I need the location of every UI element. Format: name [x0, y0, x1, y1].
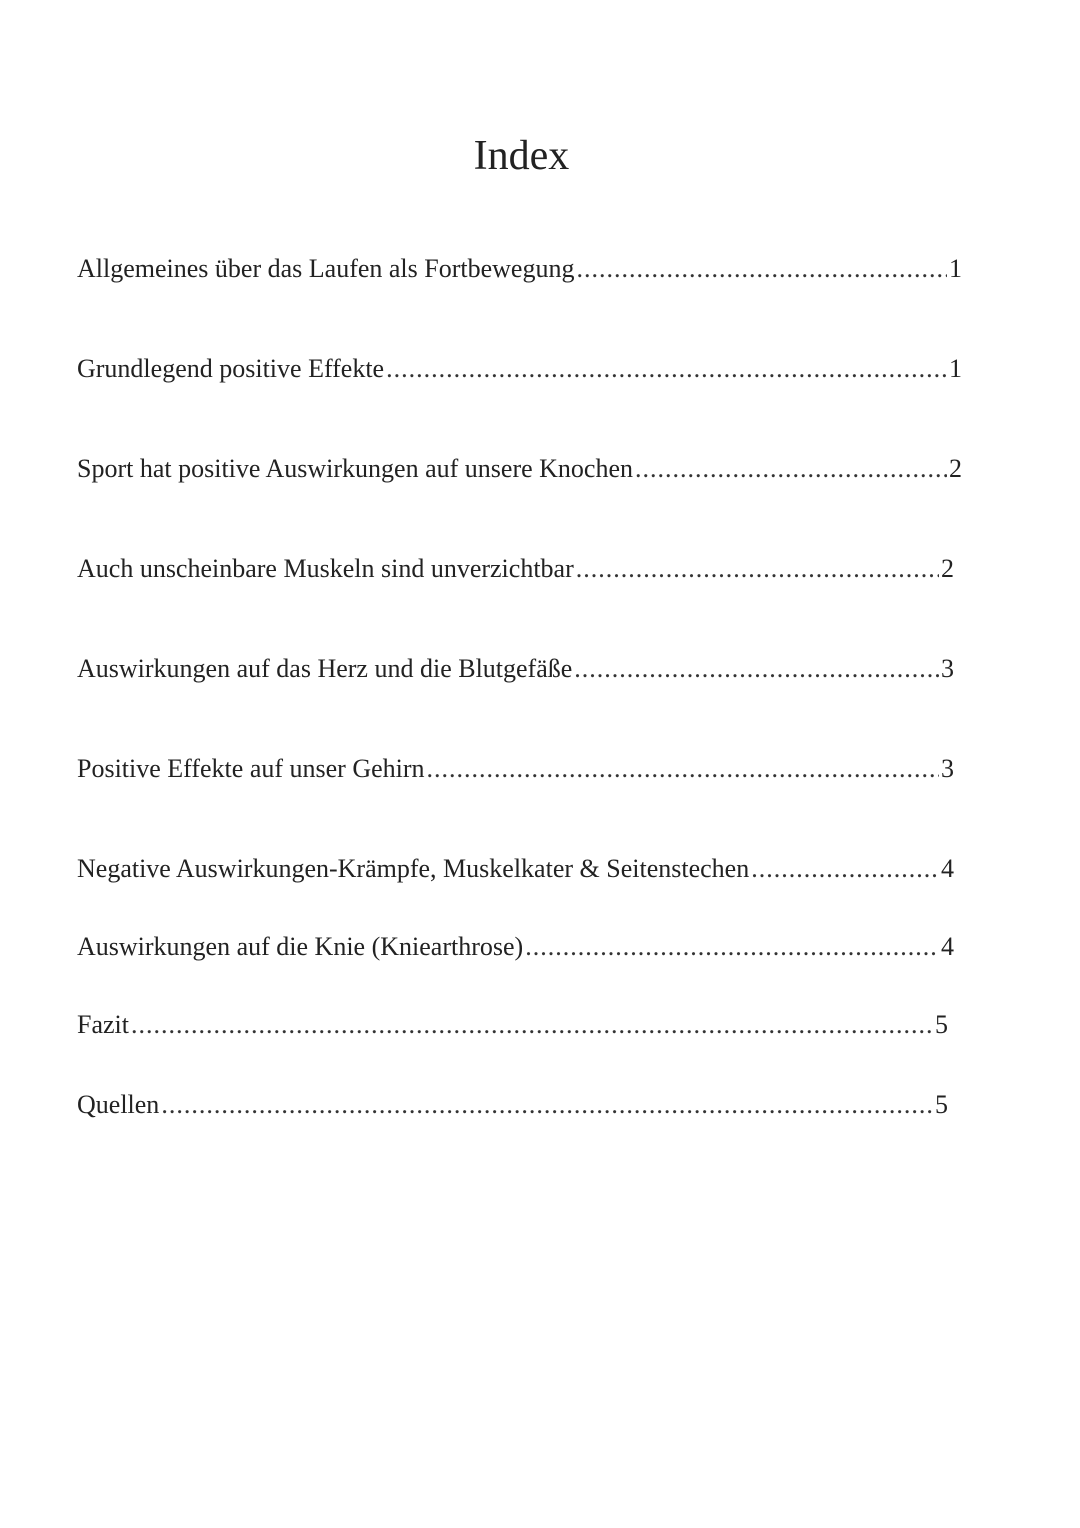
- toc-entry: [77, 930, 954, 964]
- dot-leader: [751, 852, 939, 886]
- toc-entry-label: Auswirkungen auf die Knie (Kniearthrose): [77, 932, 524, 961]
- dot-leader: [635, 452, 947, 486]
- toc-entry-page: 2: [941, 554, 954, 583]
- dot-leader: [576, 252, 947, 286]
- toc-entry: [77, 1088, 948, 1122]
- dot-leader: [131, 1008, 933, 1042]
- toc-entry-page: 5: [935, 1010, 948, 1039]
- toc-entry: [77, 352, 962, 386]
- toc-entry: [77, 452, 962, 486]
- toc-entry-label: Auswirkungen auf das Herz und die Blutgefäße: [77, 654, 573, 683]
- toc-entry: [77, 752, 954, 786]
- toc-entry-label: Sport hat positive Auswirkungen auf unsere Knochen: [77, 454, 634, 483]
- toc-entry-page: 3: [941, 654, 954, 683]
- toc-entry-page: 3: [941, 754, 954, 783]
- toc-entry-label: Negative Auswirkungen-Krämpfe, Muskelkater & Seitenstechen: [77, 854, 750, 883]
- toc-entry-label: Grundlegend positive Effekte: [77, 354, 385, 383]
- toc-entry-page: 4: [941, 932, 954, 961]
- dot-leader: [161, 1088, 933, 1122]
- page-title: Index: [473, 133, 570, 179]
- table-of-contents: [77, 0, 962, 1528]
- toc-entry-page: 4: [941, 854, 954, 883]
- toc-entry: [77, 1008, 948, 1042]
- toc-entry-page: 2: [949, 454, 962, 483]
- toc-entry: [77, 252, 962, 286]
- toc-entry: [77, 552, 954, 586]
- toc-entry: [77, 652, 954, 686]
- toc-entry-label: Auch unscheinbare Muskeln sind unverzichtbar: [77, 554, 574, 583]
- toc-entry-label: Allgemeines über das Laufen als Fortbewegung: [77, 254, 575, 283]
- toc-entry-page: 1: [949, 254, 962, 283]
- toc-entry-page: 5: [935, 1090, 948, 1119]
- dot-leader: [576, 552, 939, 586]
- dot-leader: [525, 930, 939, 964]
- toc-entry-label: Positive Effekte auf unser Gehirn: [77, 754, 425, 783]
- toc-entry: [77, 852, 954, 886]
- toc-entry-page: 1: [949, 354, 962, 383]
- toc-entry-label: Fazit: [77, 1010, 129, 1039]
- toc-entry-label: Quellen: [77, 1090, 160, 1119]
- dot-leader: [574, 652, 939, 686]
- dot-leader: [427, 752, 939, 786]
- dot-leader: [386, 352, 947, 386]
